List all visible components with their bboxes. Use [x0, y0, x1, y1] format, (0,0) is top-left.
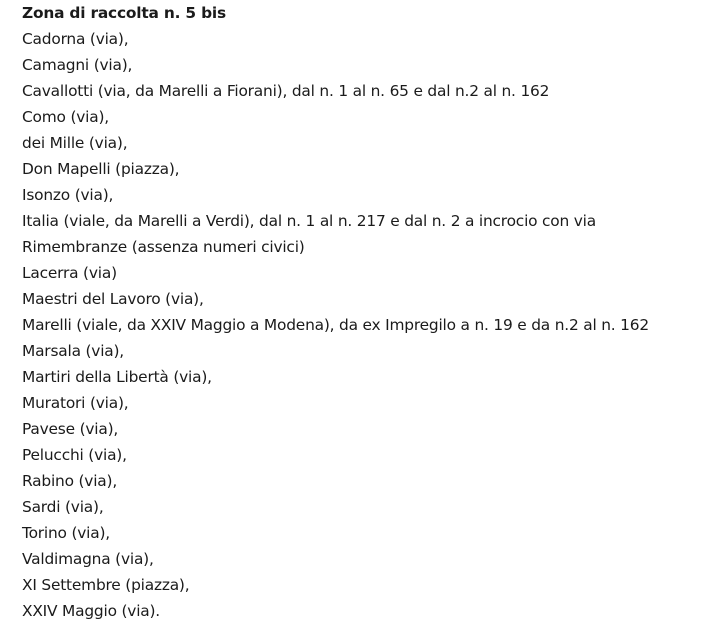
street-item: XXIV Maggio (via).: [22, 602, 160, 620]
street-item: Marsala (via),: [22, 342, 125, 360]
street-item: Cadorna (via),: [22, 30, 129, 48]
street-item: Cavallotti (via, da Marelli a Fiorani), dal n. 1 al n. 65 e dal n.2 al n. 162: [22, 82, 550, 100]
street-item: XI Settembre (piazza),: [22, 576, 190, 594]
street-item: Marelli (viale, da XXIV Maggio a Modena), da ex Impregilo a n. 19 e da n.2 al n. 162: [22, 316, 649, 334]
street-item: Camagni (via),: [22, 56, 133, 74]
street-item: Pavese (via),: [22, 420, 119, 438]
street-item: Lacerra (via): [22, 264, 117, 282]
zone-title: Zona di raccolta n. 5 bis: [22, 4, 226, 22]
street-item: Maestri del Lavoro (via),: [22, 290, 204, 308]
street-item: Rabino (via),: [22, 472, 118, 490]
street-item: Sardi (via),: [22, 498, 104, 516]
street-item: Isonzo (via),: [22, 186, 114, 204]
street-item: Don Mapelli (piazza),: [22, 160, 180, 178]
street-item: Muratori (via),: [22, 394, 129, 412]
street-item: Torino (via),: [22, 524, 110, 542]
street-item: Pelucchi (via),: [22, 446, 127, 464]
street-item: Martiri della Libertà (via),: [22, 368, 212, 386]
street-item: Como (via),: [22, 108, 109, 126]
street-item: Italia (viale, da Marelli a Verdi), dal n. 1 al n. 217 e dal n. 2 a incrocio con via Rimembranze (assenza numeri civici): [22, 212, 596, 256]
street-item: dei Mille (via),: [22, 134, 128, 152]
street-item: Valdimagna (via),: [22, 550, 154, 568]
street-list-document: [22, 0, 692, 624]
